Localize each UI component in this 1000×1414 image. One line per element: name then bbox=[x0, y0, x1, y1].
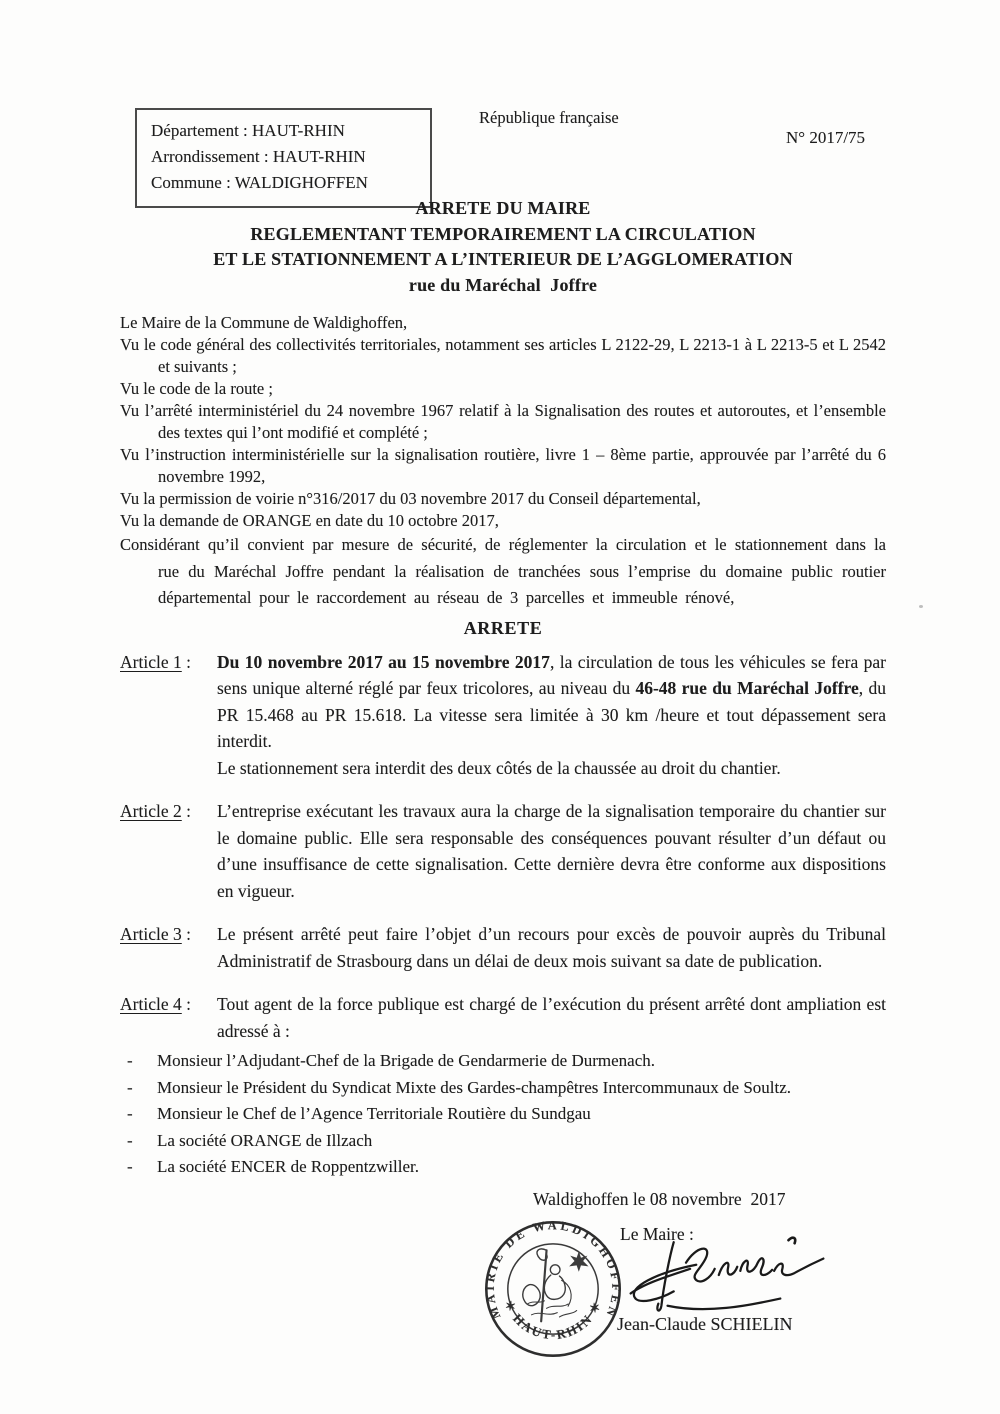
municipal-seal bbox=[482, 1218, 624, 1360]
recipient-dash: - bbox=[127, 1051, 133, 1070]
article-3 bbox=[120, 921, 886, 974]
document-title bbox=[120, 196, 886, 298]
article-1-text bbox=[217, 649, 886, 782]
place-date-line: Waldighoffen le 08 novembre 2017 bbox=[533, 1188, 786, 1209]
article-1-paragraph-2: Le stationnement sera interdit des deux côtés de la chaussée au droit du chantier. bbox=[217, 757, 781, 778]
arrete-heading: ARRETE bbox=[463, 617, 543, 638]
seal-bottom-text: ✶ HAUT-RHIN ✶ bbox=[501, 1297, 605, 1342]
article-1-paragraph-1 bbox=[217, 649, 886, 755]
article-1-colon: : bbox=[181, 651, 191, 672]
recipient-text-1: Monsieur l’Adjudant-Chef de la Brigade de Gendarmerie de Durmenach. bbox=[157, 1051, 656, 1070]
article-1 bbox=[120, 649, 886, 782]
recipient-dash: - bbox=[127, 1104, 133, 1123]
recipient-dash: - bbox=[127, 1130, 133, 1150]
article-4 bbox=[120, 991, 886, 1044]
closing-block bbox=[120, 1216, 886, 1414]
arrondissement-line: Arrondissement : HAUT-RHIN bbox=[151, 147, 366, 166]
article-2-paragraph: L’entreprise exécutant les travaux aura la charge de la signalisation temporaire du chantier sur le domaine public. Elle sera responsable des conséquences pouvant résulter d’un défaut ou d’une insuffisance de cette signalisation. Cette dernière devra être conforme aux dispositions en vigueur. bbox=[217, 801, 886, 901]
article-1-address: 46-48 rue du Maréchal Joffre bbox=[635, 678, 859, 698]
article-1-dates: Du 10 novembre 2017 au 15 novembre 2017 bbox=[217, 651, 550, 672]
considerant-clause: Considérant qu’il convient par mesure de sécurité, de réglementer la circulation et le stationnement dans la rue du Maréchal Joffre pendant la réalisation de tranchées sous l’emprise du domaine public routier départemental pour le raccordement au réseau de 3 parcelles et immeuble rénové, bbox=[120, 535, 886, 607]
article-3-text bbox=[217, 921, 886, 974]
document-number: N° 2017/75 bbox=[786, 128, 866, 147]
recipient-item-2 bbox=[120, 1075, 886, 1102]
article-2 bbox=[120, 798, 886, 904]
recipient-item-1 bbox=[120, 1048, 886, 1075]
recipient-item-4 bbox=[120, 1128, 886, 1155]
mayor-label: Le Maire : bbox=[620, 1223, 694, 1244]
recipient-dash: - bbox=[127, 1157, 133, 1176]
title-line-4: rue du Maréchal Joffre bbox=[408, 274, 598, 295]
republic-label: République française bbox=[479, 108, 619, 127]
article-2-label-text: Article 2 bbox=[120, 801, 182, 821]
article-1-label-text: Article 1 bbox=[120, 651, 182, 672]
recipient-text-2: Monsieur le Président du Syndicat Mixte des Gardes-champêtres Intercommunaux de Soultz. bbox=[157, 1077, 792, 1097]
recipient-text-4: La société ORANGE de Illzach bbox=[157, 1130, 373, 1150]
recipient-item-3 bbox=[120, 1101, 886, 1128]
vu-clause-6: Vu la demande de ORANGE en date du 10 octobre 2017, bbox=[120, 511, 499, 530]
article-2-colon: : bbox=[181, 801, 191, 821]
article-3-label bbox=[120, 921, 217, 974]
title-line-2: REGLEMENTANT TEMPORAIREMENT LA CIRCULATION bbox=[250, 223, 756, 244]
recipient-item-5 bbox=[120, 1154, 886, 1181]
article-1-segment-2: , du PR 15.468 au PR 15.618. La vitesse sera limitée à 30 km /heure et tout dépassement sera interdit. bbox=[217, 678, 886, 751]
vu-clause-5: Vu la permission de voirie n°316/2017 du 03 novembre 2017 du Conseil départemental, bbox=[120, 489, 701, 508]
article-4-text bbox=[217, 991, 886, 1044]
mayor-name: Jean-Claude SCHIELIN bbox=[617, 1313, 793, 1334]
recipient-dash: - bbox=[127, 1077, 133, 1097]
title-line-3: ET LE STATIONNEMENT A L’INTERIEUR DE L’AGGLOMERATION bbox=[213, 249, 793, 269]
article-3-label-text: Article 3 bbox=[120, 924, 182, 944]
article-2-label bbox=[120, 798, 217, 904]
signature-strokes bbox=[631, 1237, 824, 1310]
preamble-intro: Le Maire de la Commune de Waldighoffen, bbox=[120, 313, 408, 332]
article-1-label bbox=[120, 649, 217, 782]
seal-emblem bbox=[523, 1248, 589, 1320]
article-4-colon: : bbox=[181, 994, 191, 1014]
seal-top-text: MAIRIE DE WALDIGHOFFEN bbox=[482, 1217, 624, 1321]
article-2-text bbox=[217, 798, 886, 904]
departement-line: Département : HAUT-RHIN bbox=[151, 121, 345, 140]
mayor-signature bbox=[623, 1234, 831, 1316]
commune-info-box bbox=[135, 108, 432, 208]
commune-line: Commune : WALDIGHOFFEN bbox=[151, 173, 368, 192]
recipient-text-5: La société ENCER de Roppentzwiller. bbox=[157, 1157, 420, 1176]
article-3-paragraph: Le présent arrêté peut faire l’objet d’un recours pour excès de pouvoir auprès du Tribunal Administratif de Strasbourg dans un délai de deux mois suivant sa date de publication. bbox=[217, 924, 886, 971]
recipient-text-3: Monsieur le Chef de l’Agence Territoriale Routière du Sundgau bbox=[157, 1104, 591, 1123]
document-body bbox=[120, 196, 886, 1414]
title-line-1: ARRETE DU MAIRE bbox=[415, 198, 591, 218]
scan-speck bbox=[919, 605, 923, 608]
article-3-colon: : bbox=[181, 924, 191, 944]
article-4-label bbox=[120, 991, 217, 1044]
vu-clause-1: Vu le code général des collectivités territoriales, notamment ses articles L 2122-29, L 2213-1 à L 2213-5 et L 2542 et suivants ; bbox=[120, 335, 886, 376]
article-4-label-text: Article 4 bbox=[120, 994, 182, 1014]
vu-clause-2: Vu le code de la route ; bbox=[120, 379, 273, 398]
vu-clause-4: Vu l’instruction interministérielle sur la signalisation routière, livre 1 – 8ème partie, approuvée par l’arrêté du 6 novembre 1992, bbox=[120, 445, 886, 486]
vu-clause-3: Vu l’arrêté interministériel du 24 novembre 1967 relatif à la Signalisation des routes et autoroutes, et l’ensemble des textes qui l’ont modifié et complété ; bbox=[120, 401, 886, 442]
article-4-paragraph: Tout agent de la force publique est chargé de l’exécution du présent arrêté dont ampliation est adressé à : bbox=[217, 994, 886, 1041]
article-1-segment-1: , la circulation de tous les véhicules se fera par sens unique alterné réglé par feux tricolores, au niveau du bbox=[217, 651, 886, 698]
